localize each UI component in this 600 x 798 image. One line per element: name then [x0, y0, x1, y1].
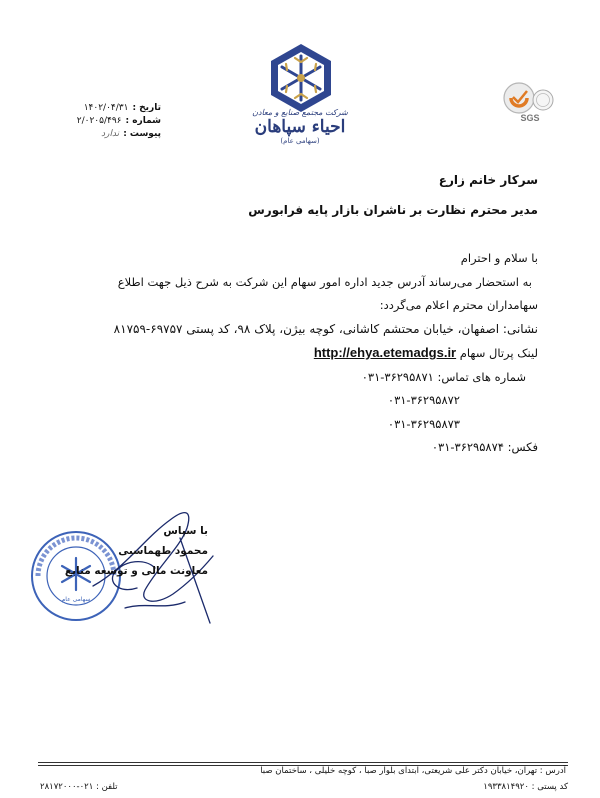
- company-name: احیاء سپاهان: [254, 117, 346, 137]
- phone-3: ۰۳۱-۳۶۲۹۵۸۷۳: [387, 416, 460, 431]
- body-paragraph-1: به استحضار می‌رساند آدرس جدید اداره امور سهام این شرکت به شرح ذیل جهت اطلاع: [117, 274, 532, 289]
- certification-label: SGS: [520, 113, 540, 123]
- company-subtitle: شرکت مجتمع صنایع و معادن: [252, 108, 348, 117]
- date-row: [36, 102, 161, 115]
- greeting: با سلام و احترام: [460, 251, 538, 265]
- phone-1: ۰۳۱-۳۶۲۹۵۸۷۱: [361, 369, 434, 384]
- phone-row-2: [48, 389, 538, 413]
- number-label: شماره :: [125, 116, 161, 126]
- footer-divider: [38, 762, 568, 763]
- date-label: تاریخ :: [132, 103, 161, 113]
- footer-phone: تلفن : ۰۲۱-۲۸۱۷۲۰۰۰: [40, 782, 118, 792]
- stamp-text: سهامی عام: [61, 596, 91, 603]
- phones-label: شماره های تماس:: [437, 369, 526, 384]
- portal-row: [48, 341, 538, 366]
- signatory-name: محمود طهماسبی: [118, 545, 208, 557]
- recipient-name: سرکار خانم زارع: [438, 173, 538, 187]
- company-logo-icon: [268, 42, 334, 114]
- date-value: ۱۴۰۲/۰۴/۳۱: [83, 103, 129, 113]
- company-name-block: [240, 108, 360, 145]
- footer-contact-row: [40, 782, 568, 792]
- attachment-label: پیوست :: [123, 129, 161, 139]
- footer-address: آدرس : تهران، خیابان دکتر علی شریعتی، ابتدای بلوار صبا ، کوچه خلیلی ، ساختمان صبا: [260, 766, 566, 776]
- shareholder-address: نشانی: اصفهان، خیابان محتشم کاشانی، کوچه بیژن، پلاک ۹۸، کد پستی ۶۹۷۵۷-۸۱۷۵۹: [113, 321, 538, 336]
- phone-row-1: [48, 366, 538, 390]
- number-row: [36, 115, 161, 128]
- company-type: (سهامی عام): [280, 137, 320, 145]
- letter-meta: [36, 102, 161, 141]
- attachment-value: ندارد: [101, 129, 120, 139]
- number-value: ۲/۰۲۰۵/۴۹۶: [76, 116, 122, 126]
- fax-row: [48, 436, 538, 460]
- recipient-block: [118, 165, 538, 225]
- recipient-title: مدیر محترم نظارت بر ناشران بازار پایه فرابورس: [248, 203, 538, 217]
- attachment-row: [36, 128, 161, 141]
- phones-block: [48, 366, 538, 437]
- portal-label: لینک پرتال سهام: [459, 346, 538, 360]
- portal-link[interactable]: http://ehya.etemadgs.ir: [313, 345, 457, 360]
- phone-2: ۰۳۱-۳۶۲۹۵۸۷۲: [387, 393, 460, 407]
- body-paragraph-2: سهامداران محترم اعلام می‌گردد:: [379, 298, 538, 312]
- fax-label: فکس:: [507, 440, 538, 454]
- fax-number: ۰۳۱-۳۶۲۹۵۸۷۴: [431, 440, 504, 454]
- footer-postal-code: کد پستی : ۱۹۳۳۸۱۴۹۲۰: [483, 782, 568, 792]
- signatory-title: معاونت مالی و توسعه منابع: [64, 565, 208, 577]
- signature-block: [64, 521, 208, 581]
- signature-closing: با سپاس: [163, 525, 208, 537]
- letter-body: [48, 247, 538, 460]
- phone-row-3: [48, 413, 538, 437]
